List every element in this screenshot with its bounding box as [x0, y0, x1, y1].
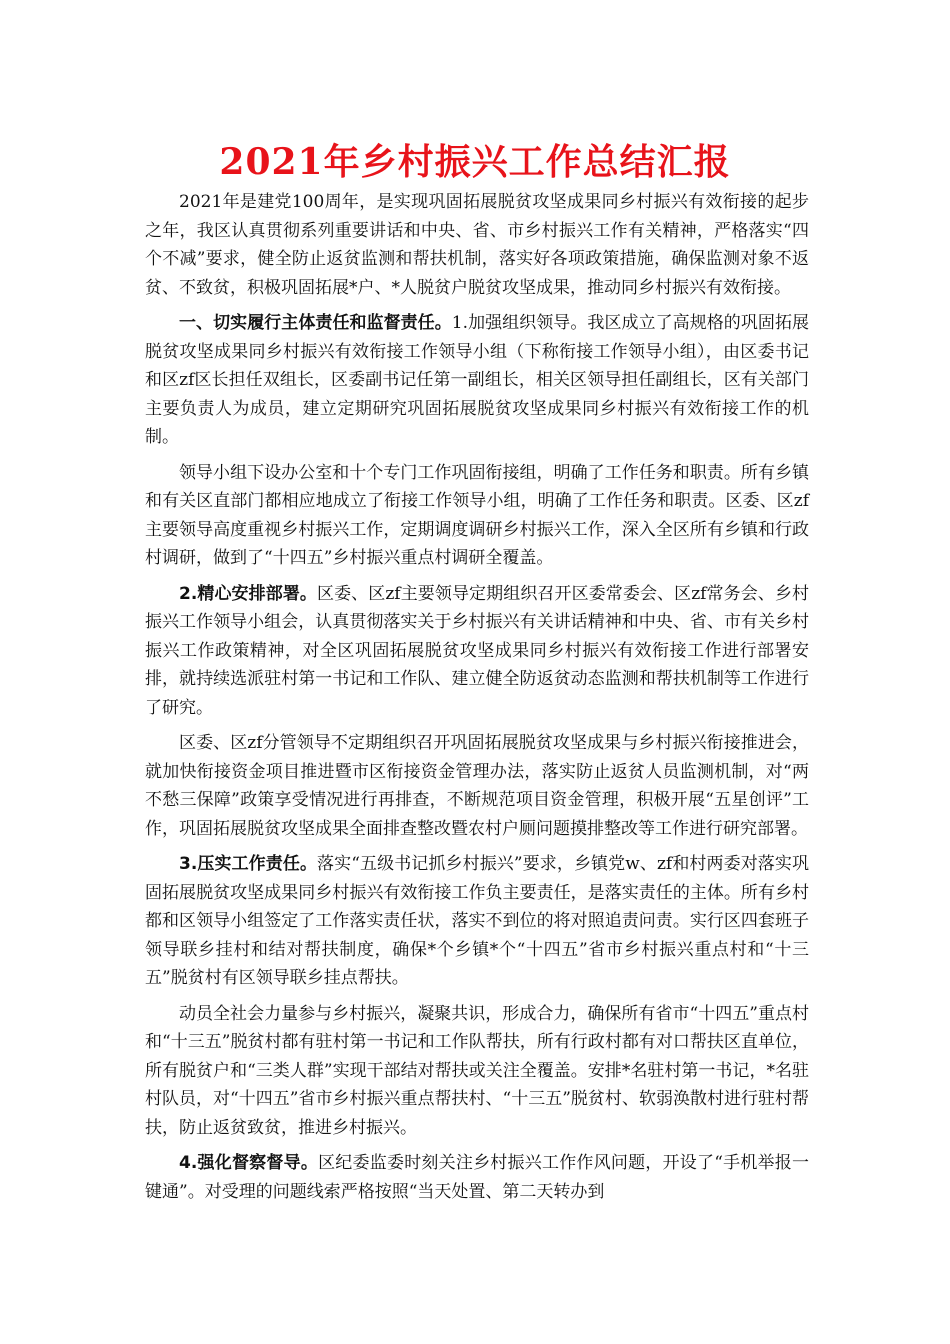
paragraph-text: 区委、区zf分管领导不定期组织召开巩固拓展脱贫攻坚成果与乡村振兴衔接推进会，就加快衔接资金项目推进暨市区衔接资金管理办法，落实防止返贫人员监测机制，对“两不愁三保障”政策享受情况进行再排查，不断规范项目资金管理，积极开展“五星创评”工作，巩固拓展脱贫攻坚成果全面排查整改暨农村户厕问题摸排整改等工作进行研究部署。 [145, 733, 809, 839]
paragraph-text: 领导小组下设办公室和十个专门工作巩固衔接组，明确了工作任务和职责。所有乡镇和有关区直部门都相应地成立了衔接工作领导小组，明确了工作任务和职责。区委、区zf主要领导高度重视乡村振兴工作，定期调度调研乡村振兴工作，深入全区所有乡镇和行政村调研，做到了“十四五”乡村振兴重点村调研全覆盖。 [145, 462, 809, 568]
paragraph-item-4 [145, 1149, 809, 1206]
paragraph-mobilize [145, 1000, 809, 1143]
paragraph-item-2 [145, 580, 809, 723]
paragraph-leading-group [145, 459, 809, 573]
paragraph-item-3 [145, 850, 809, 993]
paragraph-text: 落实“五级书记抓乡村振兴”要求，乡镇党w、zf和村两委对落实巩固拓展脱贫攻坚成果同乡村振兴有效衔接工作负主要责任，是落实责任的主体。所有乡村都和区领导小组签定了工作落实责任状，落实不到位的将对照追责问责。实行区四套班子领导联乡挂村和结对帮扶制度，确保*个乡镇*个“十四五”省市乡村振兴重点村和“十三五”脱贫村有区领导联乡挂点帮扶。 [145, 854, 809, 988]
section-heading: 一、切实履行主体责任和监督责任。 [179, 313, 452, 333]
item-heading: 4.强化督察督导。 [179, 1153, 319, 1173]
paragraph-intro [145, 188, 809, 302]
document-body [145, 188, 809, 1213]
paragraph-section-1 [145, 309, 809, 452]
paragraph-text: 2021年是建党100周年，是实现巩固拓展脱贫攻坚成果同乡村振兴有效衔接的起步之年，我区认真贯彻系列重要讲话和中央、省、市乡村振兴工作有关精神，严格落实“四个不减”要求，健全防止返贫监测和帮扶机制，落实好各项政策措施，确保监测对象不返贫、不致贫，积极巩固拓展*户、*人脱贫户脱贫攻坚成果，推动同乡村振兴有效衔接。 [145, 192, 809, 298]
item-heading: 3.压实工作责任。 [179, 854, 318, 874]
paragraph-deployment [145, 729, 809, 843]
item-heading: 2.精心安排部署。 [179, 583, 317, 604]
paragraph-text: 区纪委监委时刻关注乡村振兴工作作风问题，开设了“手机举报一键通”。对受理的问题线索严格按照“当天处置、第二天转办到 [145, 1153, 809, 1202]
paragraph-text: 区委、区zf主要领导定期组织召开区委常委会、区zf常务会、乡村振兴工作领导小组会，认真贯彻落实关于乡村振兴有关讲话精神和中央、省、市有关乡村振兴工作政策精神，对全区巩固拓展脱贫攻坚成果同乡村振兴有效衔接工作进行部署安排，就持续选派驻村第一书记和工作队、建立健全防返贫动态监测和帮扶机制等工作进行了研究。 [145, 583, 809, 718]
paragraph-text: 动员全社会力量参与乡村振兴，凝聚共识，形成合力，确保所有省市“十四五”重点村和“十三五”脱贫村都有驻村第一书记和工作队帮扶，所有行政村都有对口帮扶区直单位，所有脱贫户和“三类人群”实现干部结对帮扶或关注全覆盖。安排*名驻村第一书记，*名驻村队员，对“十四五”省市乡村振兴重点帮扶村、“十三五”脱贫村、软弱涣散村进行驻村帮扶，防止返贫致贫，推进乡村振兴。 [145, 1003, 809, 1138]
document-title: 2021年乡村振兴工作总结汇报 [219, 141, 731, 183]
paragraph-text: 1.加强组织领导。我区成立了高规格的巩固拓展脱贫攻坚成果同乡村振兴有效衔接工作领导小组（下称衔接工作领导小组），由区委书记和区zf区长担任双组长，区委副书记任第一副组长，相关区领导担任副组长，区有关部门主要负责人为成员，建立定期研究巩固拓展脱贫攻坚成果同乡村振兴有效衔接工作的机制。 [145, 313, 809, 447]
